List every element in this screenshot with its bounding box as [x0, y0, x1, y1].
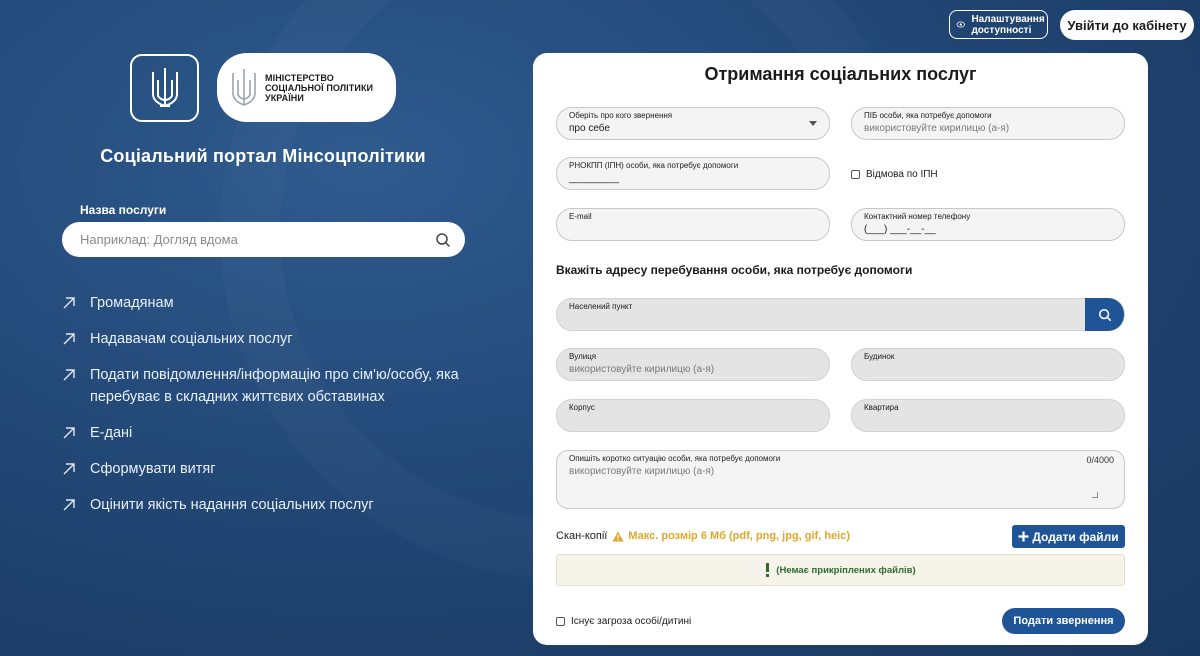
chevron-down-icon — [809, 121, 817, 126]
who-value: про себе — [569, 123, 610, 134]
add-files-label: Додати файли — [1032, 529, 1119, 544]
accessibility-label: Налаштування доступності — [971, 13, 1045, 36]
form-title: Отримання соціальних послуг — [704, 64, 977, 84]
locality-label: Населений пункт — [569, 302, 633, 311]
exclamation-icon — [765, 563, 770, 577]
threat-checkbox[interactable] — [556, 617, 565, 626]
locality-search-button[interactable] — [1085, 298, 1124, 331]
street-placeholder: використовуйте кирилицю (а-я) — [569, 364, 715, 375]
arrow-up-right-icon — [62, 498, 76, 512]
refuse-ipn-label: Відмова по ІПН — [866, 169, 938, 180]
accessibility-settings-button[interactable] — [949, 10, 1048, 39]
apartment-label: Квартира — [864, 403, 899, 412]
nav-item-e-data[interactable] — [62, 422, 482, 444]
character-counter: 0/4000 — [1086, 455, 1114, 465]
arrow-up-right-icon — [62, 462, 76, 476]
resize-handle[interactable] — [1092, 492, 1098, 498]
situation-textarea[interactable] — [556, 450, 1125, 509]
search-label: Назва послуги — [80, 203, 167, 217]
nav-item-providers[interactable] — [62, 328, 482, 350]
no-files-text: (Немає прикріплених файлів) — [776, 564, 916, 576]
threat-checkbox-row[interactable] — [556, 616, 691, 627]
house-field[interactable] — [851, 348, 1125, 381]
phone-field[interactable] — [851, 208, 1125, 241]
phone-value: (___) ___-__-__ — [864, 224, 936, 235]
nav-item-rate-quality[interactable] — [62, 494, 482, 516]
trident-icon — [229, 67, 259, 109]
pib-label: ПІБ особи, яка потребує допомоги — [864, 111, 992, 120]
address-section-title: Вкажіть адресу перебування особи, яка потребує допомоги — [556, 263, 913, 277]
nav-item-citizens[interactable] — [62, 292, 482, 314]
locality-field[interactable] — [556, 298, 1125, 331]
refuse-ipn-checkbox-row[interactable] — [851, 169, 938, 180]
trident-logo — [130, 54, 199, 122]
street-label: Вулиця — [569, 352, 597, 361]
service-search — [62, 222, 465, 257]
phone-label: Контактний номер телефону — [864, 212, 971, 221]
nav-item-label: Е-дані — [90, 425, 133, 441]
portal-title: Соціальний портал Мінсоцполітики — [100, 146, 426, 166]
who-label: Оберіть про кого звернення — [569, 111, 673, 120]
scan-warning — [612, 530, 850, 542]
no-files-notice — [556, 554, 1125, 586]
rnokpp-value: _________ — [569, 173, 620, 184]
apartment-field[interactable] — [851, 399, 1125, 432]
who-select[interactable] — [556, 107, 830, 140]
arrow-up-right-icon — [62, 368, 76, 382]
trident-icon — [148, 66, 182, 110]
pib-placeholder: використовуйте кирилицю (а-я) — [864, 123, 1010, 134]
login-cabinet-button[interactable]: Увійти до кабінету — [1060, 10, 1194, 40]
nav-item-label: Громадянам — [90, 295, 174, 311]
arrow-up-right-icon — [62, 426, 76, 440]
street-field[interactable] — [556, 348, 830, 381]
search-input[interactable] — [80, 232, 435, 247]
warning-icon — [612, 531, 624, 542]
rnokpp-field[interactable] — [556, 157, 830, 190]
nav-item-label: Надавачам соціальних послуг — [90, 331, 293, 347]
nav-item-label: Сформувати витяг — [90, 461, 216, 477]
ministry-logo — [217, 53, 396, 122]
submit-request-button[interactable]: Подати звернення — [1002, 608, 1125, 634]
eye-icon — [956, 16, 965, 33]
nav-item-extract[interactable] — [62, 458, 482, 480]
add-files-button[interactable] — [1012, 525, 1125, 548]
email-label: E-mail — [569, 212, 592, 221]
arrow-up-right-icon — [62, 296, 76, 310]
refuse-ipn-checkbox[interactable] — [851, 170, 860, 179]
service-request-form — [533, 53, 1148, 645]
nav-item-label: Подати повідомлення/інформацію про сім'ю/особу, яка перебуває в складних життєвих обставинах — [90, 367, 459, 405]
search-icon[interactable] — [435, 232, 451, 248]
email-field[interactable] — [556, 208, 830, 241]
ministry-name: МІНІСТЕРСТВО СОЦІАЛЬНОЇ ПОЛІТИКИ УКРАЇНИ — [265, 72, 374, 103]
nav-item-report-family[interactable] — [62, 364, 482, 408]
threat-label: Існує загроза особі/дитині — [571, 616, 692, 627]
scan-warning-text: Макс. розмір 6 Мб (pdf, png, jpg, gif, heic) — [628, 530, 851, 542]
house-label: Будинок — [864, 352, 895, 361]
main-navigation — [62, 292, 482, 530]
korpus-label: Корпус — [569, 403, 595, 412]
korpus-field[interactable] — [556, 399, 830, 432]
situation-placeholder: використовуйте кирилицю (а-я) — [569, 466, 715, 477]
pib-field[interactable] — [851, 107, 1125, 140]
plus-icon — [1018, 531, 1029, 542]
scan-copies-row — [556, 530, 850, 542]
search-icon — [1098, 308, 1112, 322]
situation-label: Опишіть коротко ситуацію особи, яка потребує допомоги — [569, 454, 781, 463]
nav-item-label: Оцінити якість надання соціальних послуг — [90, 497, 374, 513]
arrow-up-right-icon — [62, 332, 76, 346]
rnokpp-label: РНОКПП (ІПН) особи, яка потребує допомоги — [569, 161, 739, 170]
scan-label: Скан-копії — [556, 530, 608, 542]
